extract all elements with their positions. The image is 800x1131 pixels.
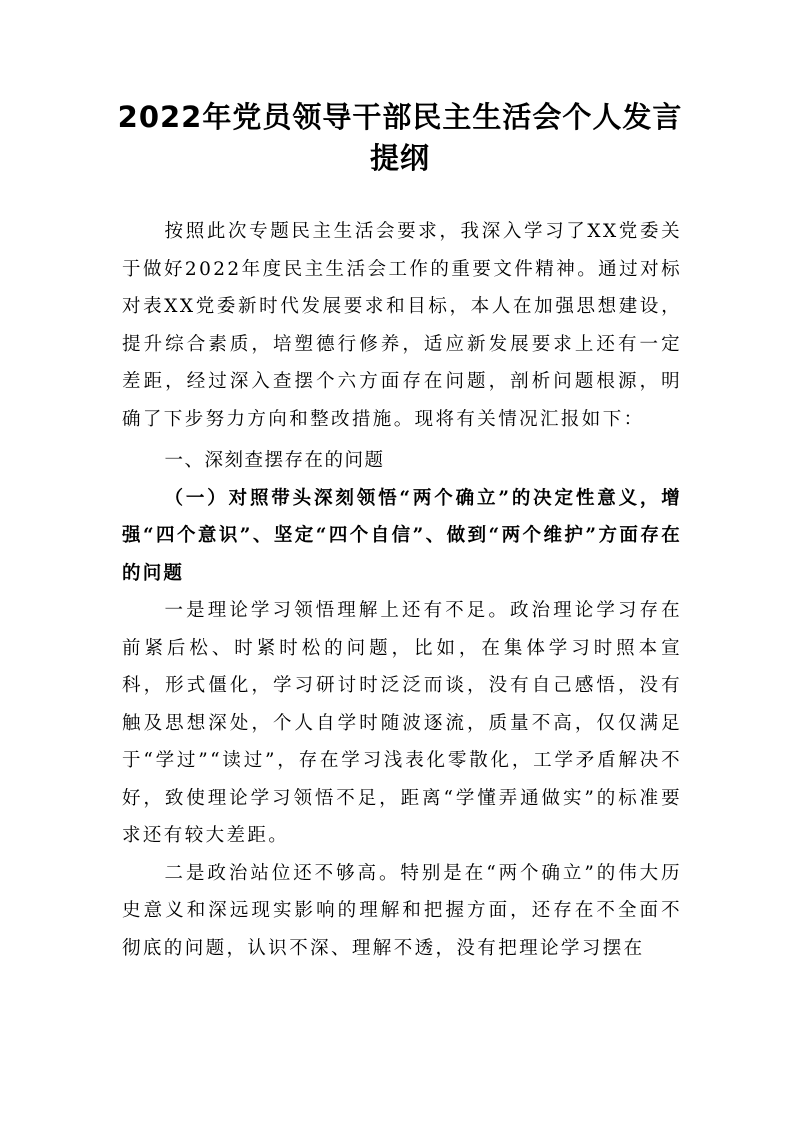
document-body — [122, 213, 682, 967]
point-paragraph-2: 二是政治站位还不够高。特别是在“两个确立”的伟大历史意义和深远现实影响的理解和把握方面，还存在不全面不彻底的问题，认识不深、理解不透，没有把理论学习摆在 — [122, 862, 682, 959]
subsection-heading: （一）对照带头深刻领悟“两个确立”的决定性意义，增强“四个意识”、坚定“四个自信”、做到“两个维护”方面存在的问题 — [122, 487, 682, 584]
intro-paragraph: 按照此次专题民主生活会要求，我深入学习了XX党委关于做好2022年度民主生活会工作的重要文件精神。通过对标对表XX党委新时代发展要求和目标，本人在加强思想建设，提升综合素质，培塑德行修养，适应新发展要求上还有一定差距，经过深入查摆个六方面存在问题，剖析问题根源，明确了下步努力方向和整改措施。现将有关情况汇报如下： — [122, 221, 682, 430]
document-title-line-2: 提纲 — [369, 141, 430, 175]
point-paragraph-1: 一是理论学习领悟理解上还有不足。政治理论学习存在前紧后松、时紧时松的问题，比如，在集体学习时照本宣科，形式僵化，学习研讨时泛泛而谈，没有自己感悟，没有触及思想深处，个人自学时随波逐流，质量不高，仅仅满足于“学过”“读过”，存在学习浅表化零散化，工学矛盾解决不好，致使理论学习领悟不足，距离“学懂弄通做实”的标准要求还有较大差距。 — [122, 600, 682, 846]
section-heading: 一、深刻查摆存在的问题 — [164, 450, 385, 471]
document-title-line-1: 2022年党员领导干部民主生活会个人发言 — [117, 100, 683, 134]
